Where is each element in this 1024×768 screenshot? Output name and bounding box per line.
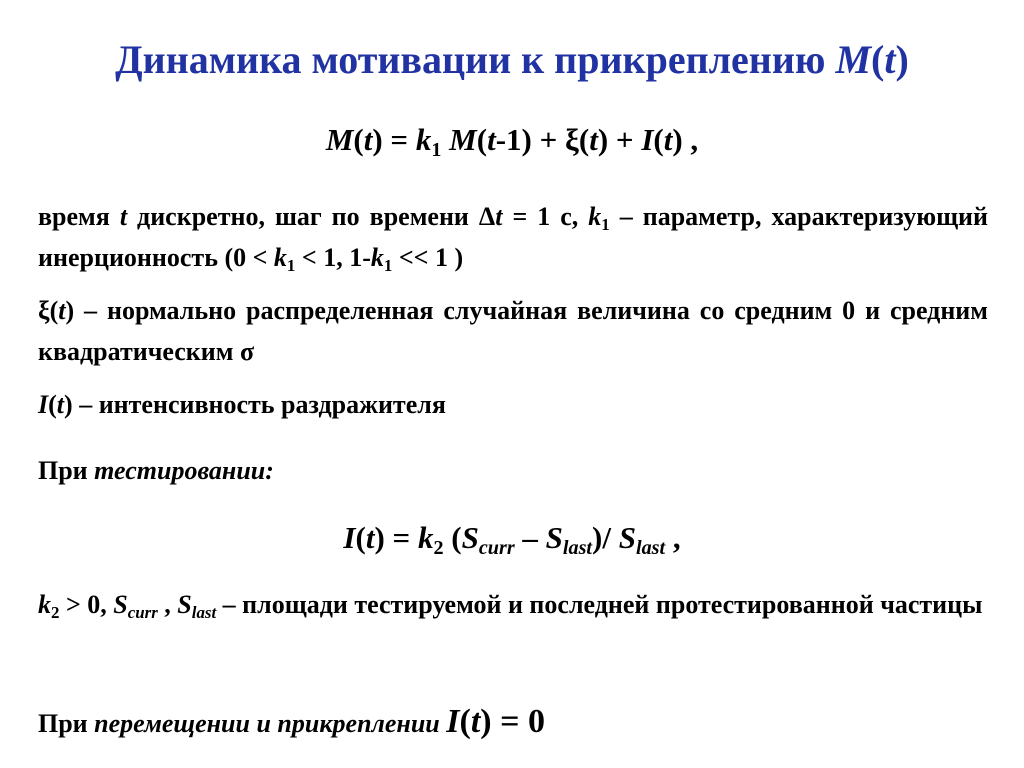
- eq2-s1-sub: curr: [478, 537, 515, 560]
- p3-paren: (: [48, 390, 57, 419]
- eq1-plus2: ) +: [597, 122, 642, 157]
- xi-description: [38, 290, 988, 372]
- p2-text: ) – нормально распределенная случайная величина со средним 0 и средним квадратическим σ: [38, 296, 988, 366]
- p5-k: k: [38, 590, 51, 619]
- eq2-divide: )/: [592, 520, 619, 555]
- p1-k2: k: [273, 243, 287, 272]
- testing-heading: [38, 450, 988, 491]
- eq1-t-minus: t: [487, 122, 496, 157]
- eq2-s2-sub: last: [562, 537, 593, 560]
- eq1-plus1: ) +: [521, 122, 566, 157]
- eq1-t: t: [363, 122, 373, 157]
- eq2-end: ,: [665, 520, 681, 555]
- title-m-symbol: M: [835, 37, 872, 82]
- eq1-paren-open2: (: [476, 122, 488, 157]
- p1-text-f: << 1 ): [392, 243, 464, 272]
- eq2-s2: S: [545, 520, 563, 555]
- eq1-space: [441, 122, 449, 157]
- motivation-equation: [0, 122, 1024, 162]
- eq1-end: ) ,: [672, 122, 699, 157]
- p2-xi: ξ(: [38, 296, 59, 325]
- p6-paren: (: [459, 703, 471, 740]
- eq1-paren-open4: (: [653, 122, 664, 157]
- attachment-statement: [38, 700, 988, 746]
- p6-equals-zero: ) = 0: [480, 703, 545, 740]
- title-t-symbol: t: [884, 37, 896, 82]
- intensity-equation: [0, 520, 1024, 560]
- p6-text-a: При: [38, 709, 95, 738]
- time-description: [38, 196, 988, 278]
- p5-text-b: ,: [157, 590, 178, 619]
- eq2-s3-sub: last: [635, 537, 666, 560]
- p1-k2-sub: 1: [286, 256, 296, 276]
- eq2-paren-open: (: [355, 520, 366, 555]
- eq1-k-sub: 1: [431, 139, 442, 162]
- eq2-s3: S: [618, 520, 636, 555]
- eq1-paren-open3: (: [578, 122, 590, 157]
- eq1-k: k: [415, 122, 432, 157]
- p1-text-c: = 1 с,: [502, 202, 589, 231]
- p1-text-e: < 1, 1-: [295, 243, 371, 272]
- eq2-minus: –: [514, 520, 546, 555]
- p5-s1: S: [113, 590, 128, 619]
- eq2-k: k: [417, 520, 434, 555]
- p1-k-sub: 1: [601, 215, 610, 235]
- p6-i: I: [446, 703, 460, 740]
- eq1-xi: ξ: [565, 122, 579, 157]
- p4-text-b: тестировании:: [94, 456, 274, 485]
- p2-t: t: [58, 296, 66, 325]
- page-title: Динамика мотивации к прикреплению M(t): [115, 37, 909, 82]
- p3-text: ) – интенсивность раздражителя: [64, 390, 446, 419]
- title-text: Динамика мотивации к прикреплению: [115, 37, 826, 82]
- p5-s2: S: [177, 590, 192, 619]
- p3-i: I: [38, 390, 49, 419]
- p1-text-b: дискретно, шаг по времени Δ: [127, 202, 496, 231]
- p1-t2: t: [495, 202, 503, 231]
- p5-text-c: – площади тестируемой и последней протестированной частицы: [216, 590, 983, 619]
- eq2-s1: S: [461, 520, 479, 555]
- p4-text-a: При: [38, 456, 95, 485]
- p1-k3: k: [370, 243, 384, 272]
- eq2-i: I: [343, 520, 356, 555]
- eq1-m: M: [325, 122, 354, 157]
- eq1-paren-open: (: [353, 122, 364, 157]
- p1-k: k: [588, 202, 602, 231]
- p1-k3-sub: 1: [383, 256, 393, 276]
- p1-text-d: – параметр, характеризующий инерционность (0 <: [38, 202, 988, 272]
- eq1-equals: ) =: [372, 122, 416, 157]
- eq1-m2: M: [449, 122, 477, 157]
- p1-t: t: [119, 202, 128, 231]
- eq1-t3: t: [663, 122, 673, 157]
- eq2-equals: ) =: [374, 520, 418, 555]
- p5-s1-sub: curr: [127, 603, 158, 623]
- eq2-t: t: [365, 520, 375, 555]
- p6-t: t: [470, 703, 481, 740]
- p5-text-a: > 0,: [59, 590, 114, 619]
- p5-k-sub: 2: [51, 603, 60, 623]
- p6-text-b: перемещении и прикреплении: [94, 709, 447, 738]
- eq1-minus-one: -1: [495, 122, 522, 157]
- eq1-i: I: [641, 122, 654, 157]
- p5-s2-sub: last: [191, 603, 217, 623]
- area-description: [38, 584, 988, 625]
- eq1-t2: t: [589, 122, 598, 157]
- eq2-paren-open2: (: [443, 520, 462, 555]
- eq2-k-sub: 2: [433, 537, 444, 560]
- p3-t: t: [56, 390, 65, 419]
- intensity-description: [38, 384, 988, 425]
- p1-text-a: время: [38, 202, 120, 231]
